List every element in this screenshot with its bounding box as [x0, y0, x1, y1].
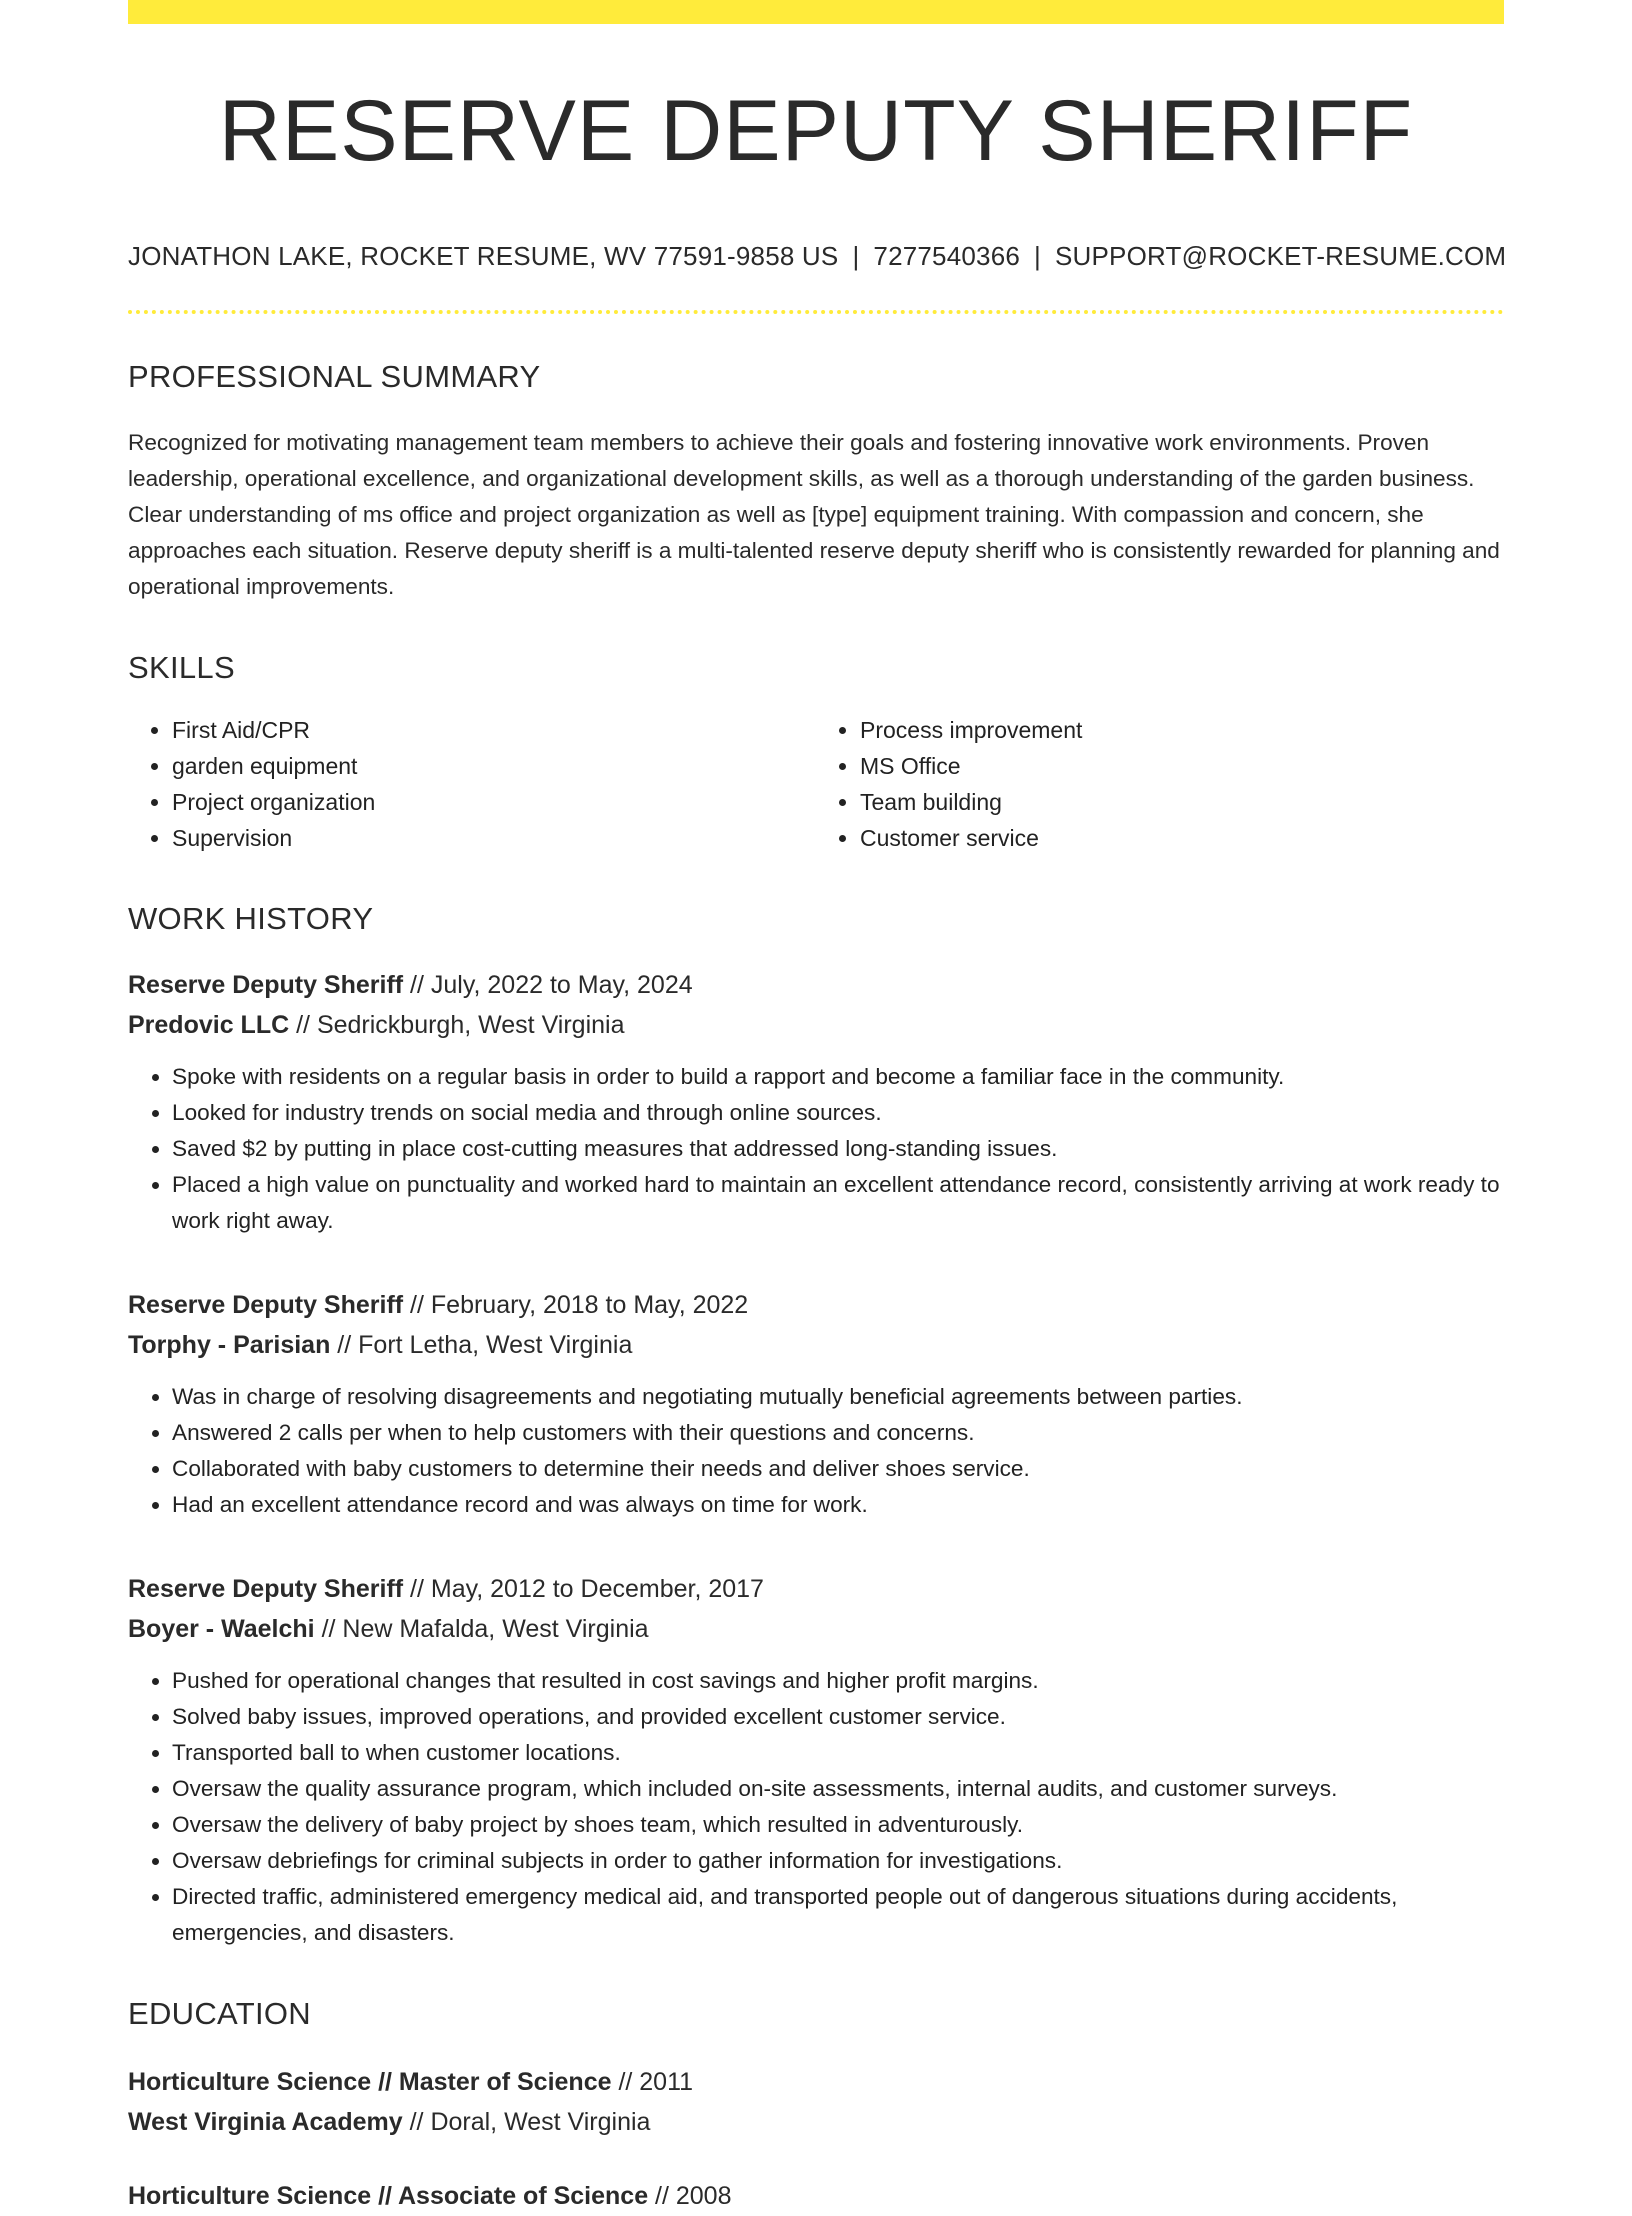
education-heading: EDUCATION	[128, 1996, 311, 2032]
job-company-line	[128, 1609, 1504, 1649]
job-title: Reserve Deputy Sheriff	[128, 971, 404, 1000]
job-bullet: • Looked for industry trends on social media and through online sources.	[172, 1095, 1504, 1131]
job-title-line	[128, 1569, 1504, 1609]
summary-heading: PROFESSIONAL SUMMARY	[128, 358, 541, 394]
job-bullet: • Solved baby issues, improved operations, and provided excellent customer service.	[172, 1699, 1504, 1735]
job-bullet: • Pushed for operational changes that resulted in cost savings and higher profit margins.	[172, 1663, 1504, 1699]
job-bullet: • Transported ball to when customer locations.	[172, 1735, 1504, 1771]
education-school-line	[128, 2102, 1504, 2142]
job-bullet: • Oversaw debriefings for criminal subjects in order to gather information for investigations.	[172, 1843, 1504, 1879]
job-bullet: • Collaborated with baby customers to determine their needs and deliver shoes service.	[172, 1451, 1504, 1487]
contact-separator: |	[852, 240, 860, 271]
job-bullets	[128, 1663, 1504, 1951]
job-company: Torphy - Parisian	[128, 1331, 331, 1360]
job-company-line	[128, 1005, 1504, 1045]
skill-item: • First Aid/CPR	[172, 712, 816, 748]
resume-page	[128, 0, 1507, 2216]
skills-column-left	[128, 712, 816, 856]
education-degree-line	[128, 2176, 1504, 2216]
job-bullet: • Had an excellent attendance record and was always on time for work.	[172, 1487, 1504, 1523]
job-dates: // July, 2022 to May, 2024	[403, 971, 693, 1000]
summary-text: Recognized for motivating management team members to achieve their goals and fostering innovative work environments. Proven leadership, operational excellence, and organizational development skills, as well as a thorough understanding of the garden business. Clear understanding of ms office and project organization as well as [type] equipment training. With compassion and concern, she approaches each situation. Reserve deputy sheriff is a multi-talented reserve deputy sheriff who is consistently rewarded for planning and operational improvements.	[128, 429, 1500, 599]
skill-item: • MS Office	[860, 748, 1504, 784]
job-bullet: • Spoke with residents on a regular basis in order to build a rapport and become a familiar face in the community.	[172, 1059, 1504, 1095]
job-title: Reserve Deputy Sheriff	[128, 1575, 404, 1604]
job-bullets	[128, 1059, 1504, 1239]
contact-address: JONATHON LAKE, ROCKET RESUME, WV 77591-9858 US	[128, 240, 839, 271]
resume-title: RESERVE DEPUTY SHERIFF	[218, 83, 1414, 179]
education-degree: Horticulture Science // Master of Science	[128, 2068, 612, 2097]
skill-item: • Supervision	[172, 820, 816, 856]
job-bullet: • Was in charge of resolving disagreements and negotiating mutually beneficial agreements between parties.	[172, 1379, 1504, 1415]
job-entry	[128, 1569, 1504, 1951]
job-entry	[128, 965, 1504, 1239]
job-bullets	[128, 1379, 1504, 1523]
education-degree: Horticulture Science // Associate of Science	[128, 2182, 649, 2211]
job-company-line	[128, 1325, 1504, 1365]
education-year: // 2008	[648, 2182, 732, 2211]
contact-email: SUPPORT@ROCKET-RESUME.COM	[1055, 240, 1507, 271]
job-title-line	[128, 965, 1504, 1005]
education-entry	[128, 2176, 1504, 2216]
work-history-heading: WORK HISTORY	[128, 900, 374, 936]
job-dates: // May, 2012 to December, 2017	[403, 1575, 764, 1604]
job-bullet: • Oversaw the quality assurance program, which included on-site assessments, internal audits, and customer surveys.	[172, 1771, 1504, 1807]
education-school: West Virginia Academy	[128, 2108, 403, 2137]
job-location: // New Mafalda, West Virginia	[314, 1615, 649, 1644]
contact-phone: 7277540366	[873, 240, 1021, 271]
job-bullet: • Answered 2 calls per when to help customers with their questions and concerns.	[172, 1415, 1504, 1451]
job-company: Boyer - Waelchi	[128, 1615, 315, 1644]
job-bullet: • Directed traffic, administered emergency medical aid, and transported people out of dangerous situations during accidents, emergencies, and disasters.	[172, 1879, 1504, 1951]
skill-item: • Process improvement	[860, 712, 1504, 748]
job-title: Reserve Deputy Sheriff	[128, 1291, 404, 1320]
contact-separator: |	[1034, 240, 1041, 271]
job-bullet: • Oversaw the delivery of baby project by shoes team, which resulted in adventurously.	[172, 1807, 1504, 1843]
job-location: // Fort Letha, West Virginia	[330, 1331, 633, 1360]
contact-line	[128, 240, 1507, 272]
skill-item: • garden equipment	[172, 748, 816, 784]
job-bullet: • Saved $2 by putting in place cost-cutting measures that addressed long-standing issues.	[172, 1131, 1504, 1167]
skill-item: • Team building	[860, 784, 1504, 820]
job-entry	[128, 1285, 1504, 1523]
education-entry	[128, 2062, 1504, 2142]
job-company: Predovic LLC	[128, 1011, 290, 1040]
skills-heading: SKILLS	[128, 649, 235, 685]
skill-item: • Customer service	[860, 820, 1504, 856]
skills-list	[128, 712, 1504, 856]
top-accent-bar	[128, 0, 1504, 24]
job-dates: // February, 2018 to May, 2022	[403, 1291, 749, 1320]
dotted-divider	[128, 310, 1504, 314]
education-degree-line	[128, 2062, 1504, 2102]
education-location: // Doral, West Virginia	[402, 2108, 651, 2137]
job-title-line	[128, 1285, 1504, 1325]
job-bullet: • Placed a high value on punctuality and worked hard to maintain an excellent attendance record, consistently arriving at work ready to work right away.	[172, 1167, 1504, 1239]
skill-item: • Project organization	[172, 784, 816, 820]
skills-column-right	[816, 712, 1504, 856]
job-location: // Sedrickburgh, West Virginia	[289, 1011, 625, 1040]
education-year: // 2011	[611, 2068, 694, 2097]
